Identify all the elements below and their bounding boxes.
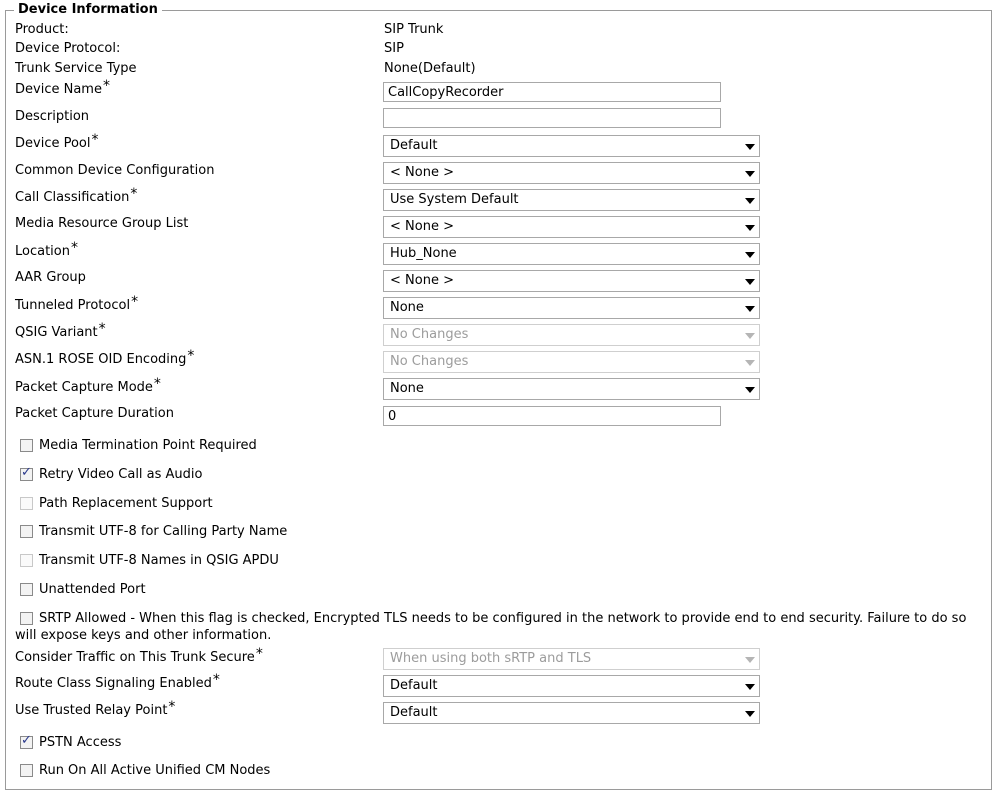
run-all-nodes-label: Run On All Active Unified CM Nodes <box>39 763 271 778</box>
required-marker: * <box>131 294 139 310</box>
qsig-variant-select <box>383 324 760 346</box>
product-value: SIP Trunk <box>384 22 444 37</box>
device-pool-label: Device Pool* <box>15 132 99 151</box>
mrgl-value: < None > <box>390 219 454 234</box>
packet-capture-duration-input[interactable] <box>383 406 721 426</box>
location-value: Hub_None <box>390 246 457 261</box>
chevron-down-icon <box>745 252 755 258</box>
chevron-down-icon <box>745 711 755 717</box>
aar-group-select[interactable] <box>383 270 760 292</box>
chevron-down-icon <box>745 387 755 393</box>
aar-group-label: AAR Group <box>15 270 86 285</box>
chevron-down-icon <box>745 657 755 663</box>
packet-capture-mode-label: Packet Capture Mode* <box>15 376 161 395</box>
aar-group-value: < None > <box>390 273 454 288</box>
pstn-access-label: PSTN Access <box>39 735 122 750</box>
asn1-rose-value: No Changes <box>390 354 469 369</box>
device-name-label: Device Name* <box>15 78 110 97</box>
section-title: Device Information <box>14 2 162 17</box>
mtp-required-label: Media Termination Point Required <box>39 438 257 453</box>
tunneled-protocol-value: None <box>390 300 424 315</box>
tunneled-protocol-label: Tunneled Protocol* <box>15 294 139 313</box>
location-label: Location* <box>15 240 78 259</box>
device-pool-select[interactable] <box>383 135 760 157</box>
required-marker: * <box>98 321 106 337</box>
mrgl-select[interactable] <box>383 216 760 238</box>
required-marker: * <box>91 132 99 148</box>
chevron-down-icon <box>745 360 755 366</box>
utf8-calling-party-checkbox[interactable] <box>20 525 33 538</box>
utf8-calling-party-label: Transmit UTF-8 for Calling Party Name <box>39 524 288 539</box>
trunk-service-type-label: Trunk Service Type <box>15 61 137 76</box>
mtp-required-checkbox[interactable] <box>20 439 33 452</box>
route-class-signaling-select[interactable] <box>383 675 760 697</box>
packet-capture-mode-value: None <box>390 381 424 396</box>
required-marker: * <box>168 699 176 715</box>
consider-traffic-secure-label: Consider Traffic on This Trunk Secure* <box>15 646 263 665</box>
trusted-relay-point-label: Use Trusted Relay Point* <box>15 699 176 718</box>
utf8-qsig-label: Transmit UTF-8 Names in QSIG APDU <box>39 553 279 568</box>
chevron-down-icon <box>745 198 755 204</box>
required-marker: * <box>102 78 110 94</box>
utf8-qsig-checkbox <box>20 554 33 567</box>
chevron-down-icon <box>745 225 755 231</box>
packet-capture-mode-select[interactable] <box>383 378 760 400</box>
trusted-relay-point-select[interactable] <box>383 702 760 724</box>
required-marker: * <box>130 186 138 202</box>
unattended-port-checkbox[interactable] <box>20 583 33 596</box>
required-marker: * <box>187 348 195 364</box>
run-all-nodes-checkbox[interactable] <box>20 764 33 777</box>
asn1-rose-select <box>383 351 760 373</box>
packet-capture-duration-label: Packet Capture Duration <box>15 406 174 421</box>
common-device-config-value: < None > <box>390 165 454 180</box>
device-pool-value: Default <box>390 138 438 153</box>
device-name-input[interactable] <box>383 82 721 102</box>
required-marker: * <box>70 240 78 256</box>
chevron-down-icon <box>745 144 755 150</box>
mrgl-label: Media Resource Group List <box>15 216 189 231</box>
route-class-signaling-label: Route Class Signaling Enabled* <box>15 672 220 691</box>
srtp-allowed-label: SRTP Allowed - When this flag is checked, Encrypted TLS needs to be configured in the network to provide end to end security. Failure to do so will expose keys and other information. <box>15 611 967 643</box>
common-device-config-label: Common Device Configuration <box>15 163 215 178</box>
retry-video-checkbox[interactable] <box>20 468 33 481</box>
product-label: Product: <box>15 22 69 37</box>
consider-traffic-secure-value: When using both sRTP and TLS <box>390 651 592 666</box>
chevron-down-icon <box>745 333 755 339</box>
asn1-rose-label: ASN.1 ROSE OID Encoding* <box>15 348 195 367</box>
required-marker: * <box>153 376 161 392</box>
path-replacement-checkbox <box>20 497 33 510</box>
device-protocol-value: SIP <box>384 41 404 56</box>
call-classification-select[interactable] <box>383 189 760 211</box>
chevron-down-icon <box>745 306 755 312</box>
location-select[interactable] <box>383 243 760 265</box>
description-label: Description <box>15 109 90 124</box>
required-marker: * <box>212 672 220 688</box>
unattended-port-label: Unattended Port <box>39 582 146 597</box>
common-device-config-select[interactable] <box>383 162 760 184</box>
call-classification-label: Call Classification* <box>15 186 138 205</box>
retry-video-label: Retry Video Call as Audio <box>39 467 203 482</box>
qsig-variant-value: No Changes <box>390 327 469 342</box>
consider-traffic-secure-select <box>383 648 760 670</box>
required-marker: * <box>255 646 263 662</box>
qsig-variant-label: QSIG Variant* <box>15 321 106 340</box>
trunk-service-type-value: None(Default) <box>384 61 476 76</box>
chevron-down-icon <box>745 171 755 177</box>
chevron-down-icon <box>745 279 755 285</box>
pstn-access-checkbox[interactable] <box>20 736 33 749</box>
device-protocol-label: Device Protocol: <box>15 41 121 56</box>
tunneled-protocol-select[interactable] <box>383 297 760 319</box>
path-replacement-label: Path Replacement Support <box>39 496 213 511</box>
call-classification-value: Use System Default <box>390 192 519 207</box>
chevron-down-icon <box>745 684 755 690</box>
route-class-signaling-value: Default <box>390 678 438 693</box>
description-input[interactable] <box>383 108 721 128</box>
trusted-relay-point-value: Default <box>390 705 438 720</box>
